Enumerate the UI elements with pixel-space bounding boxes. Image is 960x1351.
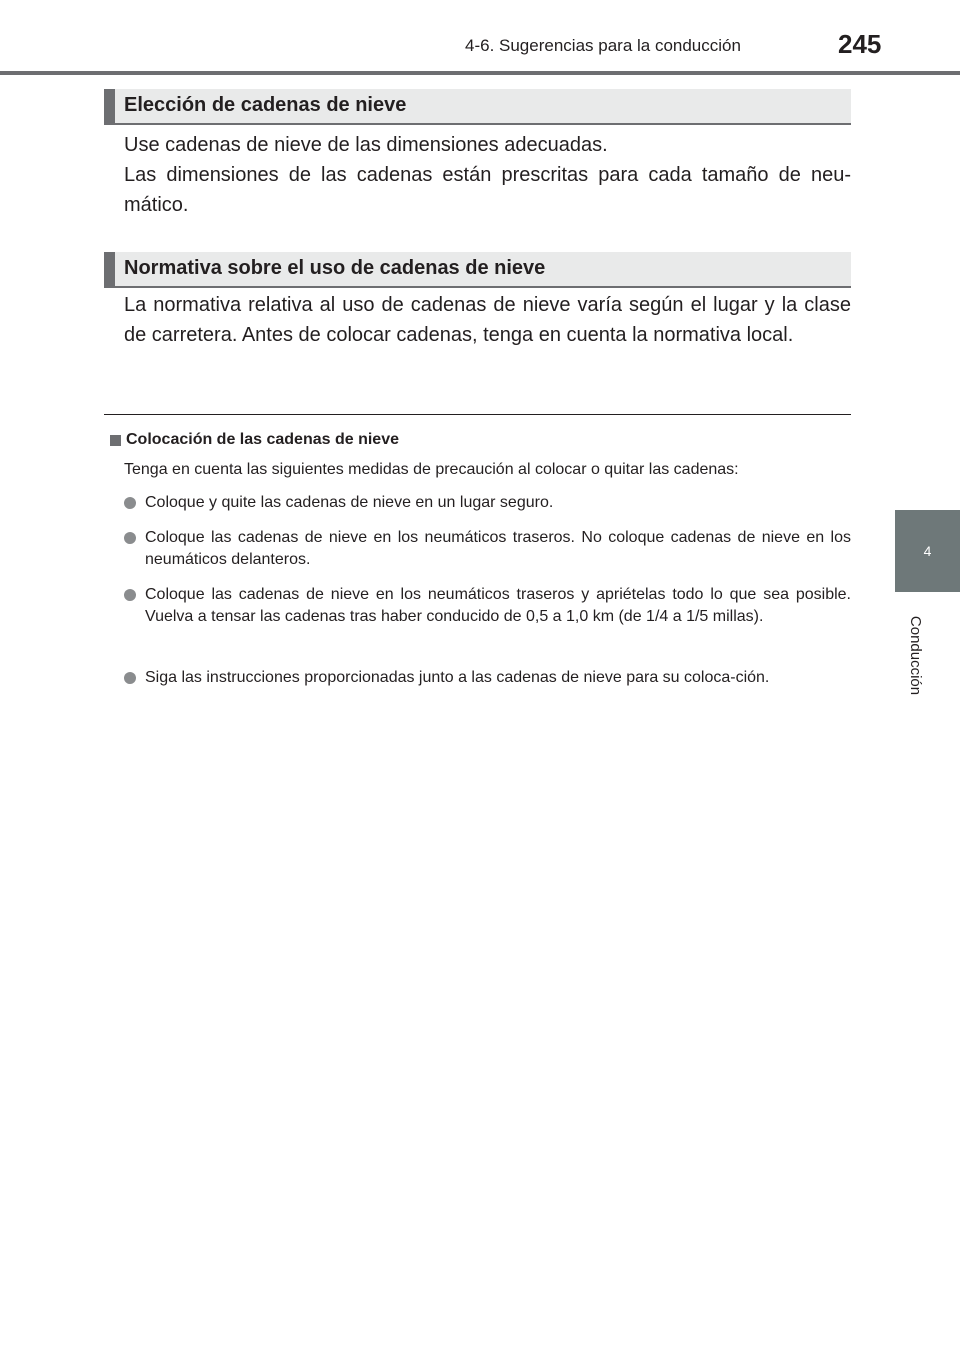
circle-bullet-icon xyxy=(124,589,136,601)
list-item xyxy=(124,492,851,514)
section-body-regulation xyxy=(124,290,851,350)
subsection-title: Colocación de las cadenas de nieve xyxy=(126,431,399,448)
chapter-tab xyxy=(895,510,960,592)
list-item xyxy=(124,584,851,628)
square-bullet-icon xyxy=(110,435,121,446)
paragraph-line: Use cadenas de nieve de las dimensiones adecuadas. xyxy=(124,134,608,156)
subsection-heading xyxy=(110,431,399,449)
chapter-label: Conducción xyxy=(907,615,925,695)
list-item-text: Coloque las cadenas de nieve en los neumáticos traseros. No coloque cadenas de nieve en los neumáticos delanteros. xyxy=(145,529,851,568)
paragraph: La normativa relativa al uso de cadenas de nieve varía según el lugar y la clase de carretera. Antes de colocar cadenas, tenga en cuenta la normativa local. xyxy=(124,294,851,346)
section-title: Elección de cadenas de nieve xyxy=(124,94,407,116)
content-divider xyxy=(104,414,851,415)
chapter-label-container xyxy=(905,600,927,710)
section-heading-regulation xyxy=(104,252,851,288)
list-item-text: Coloque las cadenas de nieve en los neumáticos traseros y apriételas todo lo que sea posible. Vuelva a tensar las cadenas tras haber conducido de 0,5 a 1,0 km (de 1/4 a 1/5 millas). xyxy=(145,586,851,625)
paragraph-line: Las dimensiones de las cadenas están prescritas para cada tamaño de neu-mático. xyxy=(124,164,851,216)
list-item xyxy=(124,667,851,689)
section-body-choice xyxy=(124,130,851,220)
circle-bullet-icon xyxy=(124,532,136,544)
subsection-intro: Tenga en cuenta las siguientes medidas de precaución al colocar o quitar las cadenas: xyxy=(124,461,739,478)
circle-bullet-icon xyxy=(124,672,136,684)
header-divider xyxy=(0,71,960,75)
list-item-text: Coloque y quite las cadenas de nieve en un lugar seguro. xyxy=(145,494,554,511)
circle-bullet-icon xyxy=(124,497,136,509)
chapter-number: 4 xyxy=(923,543,932,559)
list-item-text: Siga las instrucciones proporcionadas junto a las cadenas de nieve para su coloca-ción. xyxy=(145,669,770,686)
page-number: 245 xyxy=(838,29,882,59)
header-section-title: 4-6. Sugerencias para la conducción xyxy=(465,36,741,55)
section-heading-choice xyxy=(104,89,851,125)
section-title: Normativa sobre el uso de cadenas de nieve xyxy=(124,257,546,279)
list-item xyxy=(124,527,851,571)
